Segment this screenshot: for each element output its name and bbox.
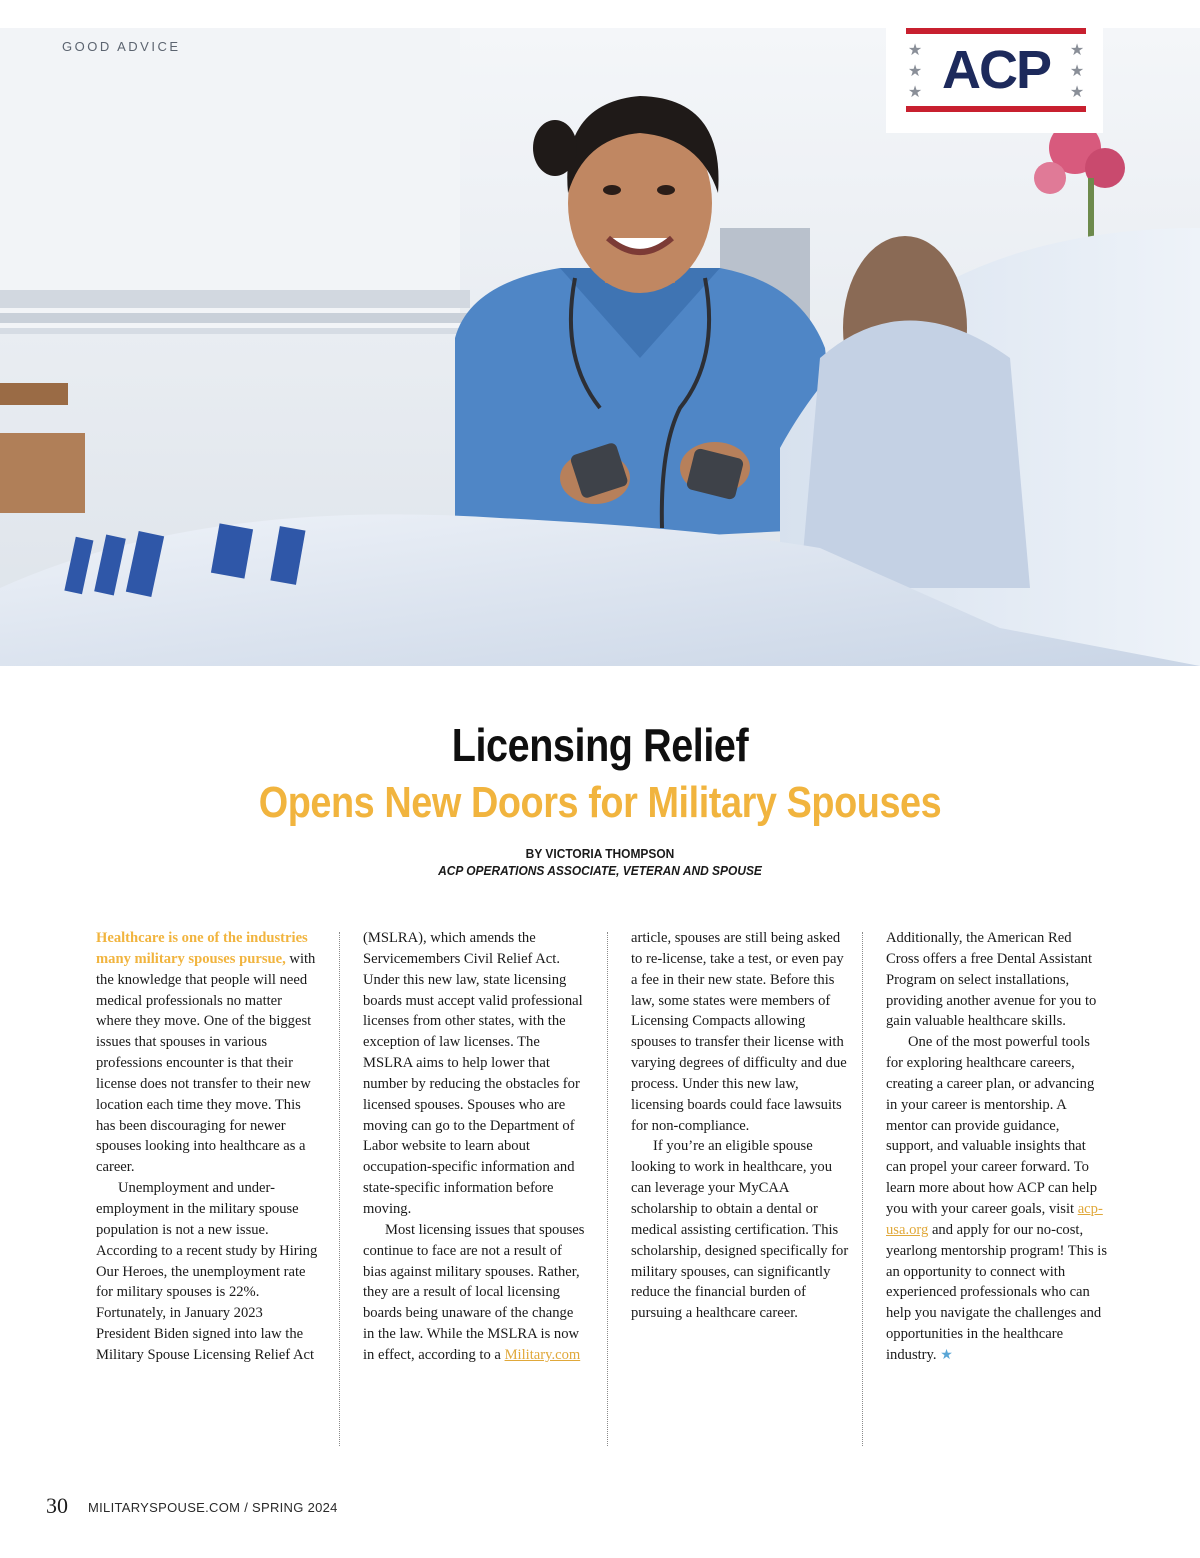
- paragraph: Unemployment and under-employment in the military spouse population is not a new issue. According to a recent study by Hiring Our Heroes, the unemployment rate for military spouses is 22%. Fortunately, in January 2023 President Biden signed into law the Military Spouse Licensing Relief Act: [96, 1180, 318, 1363]
- acp-usa-link[interactable]: acp-usa.org: [886, 1200, 1103, 1238]
- paragraph: [96, 928, 318, 1178]
- paragraph: Additionally, the American Red Cross offers a free Dental Assistant Program on select installations, providing another avenue for you to gain valuable healthcare skills.: [886, 930, 1097, 1030]
- article-subhead: Opens New Doors for Military Spouses: [258, 778, 942, 827]
- page-number: 30: [46, 1493, 68, 1518]
- column-divider: [607, 932, 608, 1446]
- logo-top-stripe: [906, 28, 1086, 34]
- paragraph-text: with the knowledge that people will need medical professionals no matter where they move. One of the biggest issues that spouses in various professions encounter is that their license does not transfer to their new location each time they move. This has been discouraging for newer spouses looking into healthcare as a career.: [96, 950, 316, 1176]
- paragraph: article, spouses are still being asked to re-license, take a test, or even pay a fee in their new state. Before this law, some states were members of Licensing Compacts allowing spouses to transfer their license with varying degrees of difficulty and due process. Under this new law, licensing boards could face lawsuits for non-compliance.: [631, 930, 847, 1134]
- logo-bottom-stripe: [906, 106, 1086, 112]
- logo-text: ACP: [941, 40, 1050, 100]
- paragraph-text: One of the most powerful tools for exploring healthcare careers, creating a career plan, or advancing in your career is mentorship. A mentor can provide guidance, support, and valuable insights that can propel your career forward. To learn more about how ACP can help you with your career goals, visit: [886, 1034, 1098, 1217]
- lead-in: Healthcare is one of the industries many military spouses pursue,: [96, 930, 308, 967]
- paragraph: [886, 1032, 1108, 1367]
- byline: BY VICTORIA THOMPSON: [525, 846, 675, 861]
- article-column-1: [96, 928, 318, 1366]
- article-column-4: [886, 928, 1108, 1367]
- author-role: ACP OPERATIONS ASSOCIATE, VETERAN AND SPOUSE: [438, 863, 762, 878]
- column-divider: [862, 932, 863, 1446]
- paragraph-text: and apply for our no-cost, yearlong mentorship program! This is an opportunity to connect with experienced professionals who can help you navigate the challenges and opportunities in the healthcare industry.: [886, 1221, 1108, 1363]
- paragraph-text: Most licensing issues that spouses continue to face are not a result of bias against military spouses. Rather, they are a result of local licensing boards being unaware of the change in the law. While the MSLRA is now in effect, according to a: [363, 1221, 585, 1363]
- logo-stars-right-icon: ★ ★ ★: [1069, 42, 1085, 101]
- paragraph: (MSLRA), which amends the Servicemembers Civil Relief Act. Under this new law, state licensing boards must accept valid professional licenses from other states, with the exception of law licenses. The MSLRA aims to help lower that number by reducing the obstacles for licensed spouses. Spouses who are moving can go to the Department of Labor website to learn about occupation-specific information and state-specific information before moving.: [363, 930, 583, 1217]
- article-headline: Licensing Relief: [451, 719, 749, 771]
- section-tag: GOOD ADVICE: [62, 39, 181, 54]
- paragraph: [363, 1220, 585, 1366]
- article-column-2: [363, 928, 585, 1366]
- paragraph: If you’re an eligible spouse looking to work in healthcare, you can leverage your MyCAA scholarship to obtain a dental or medical assisting certification. This scholarship, designed specifically for military spouses, can significantly reduce the financial burden of pursuing a healthcare career.: [631, 1138, 849, 1322]
- footer-site: MILITARYSPOUSE.COM / SPRING 2024: [88, 1500, 338, 1515]
- article-column-3: [631, 928, 853, 1324]
- logo-stars-left-icon: ★ ★ ★: [907, 42, 923, 101]
- column-divider: [339, 932, 340, 1446]
- acp-logo: [886, 28, 1103, 133]
- end-star-icon: ★: [940, 1347, 953, 1363]
- military-com-link[interactable]: Military.com: [504, 1346, 581, 1363]
